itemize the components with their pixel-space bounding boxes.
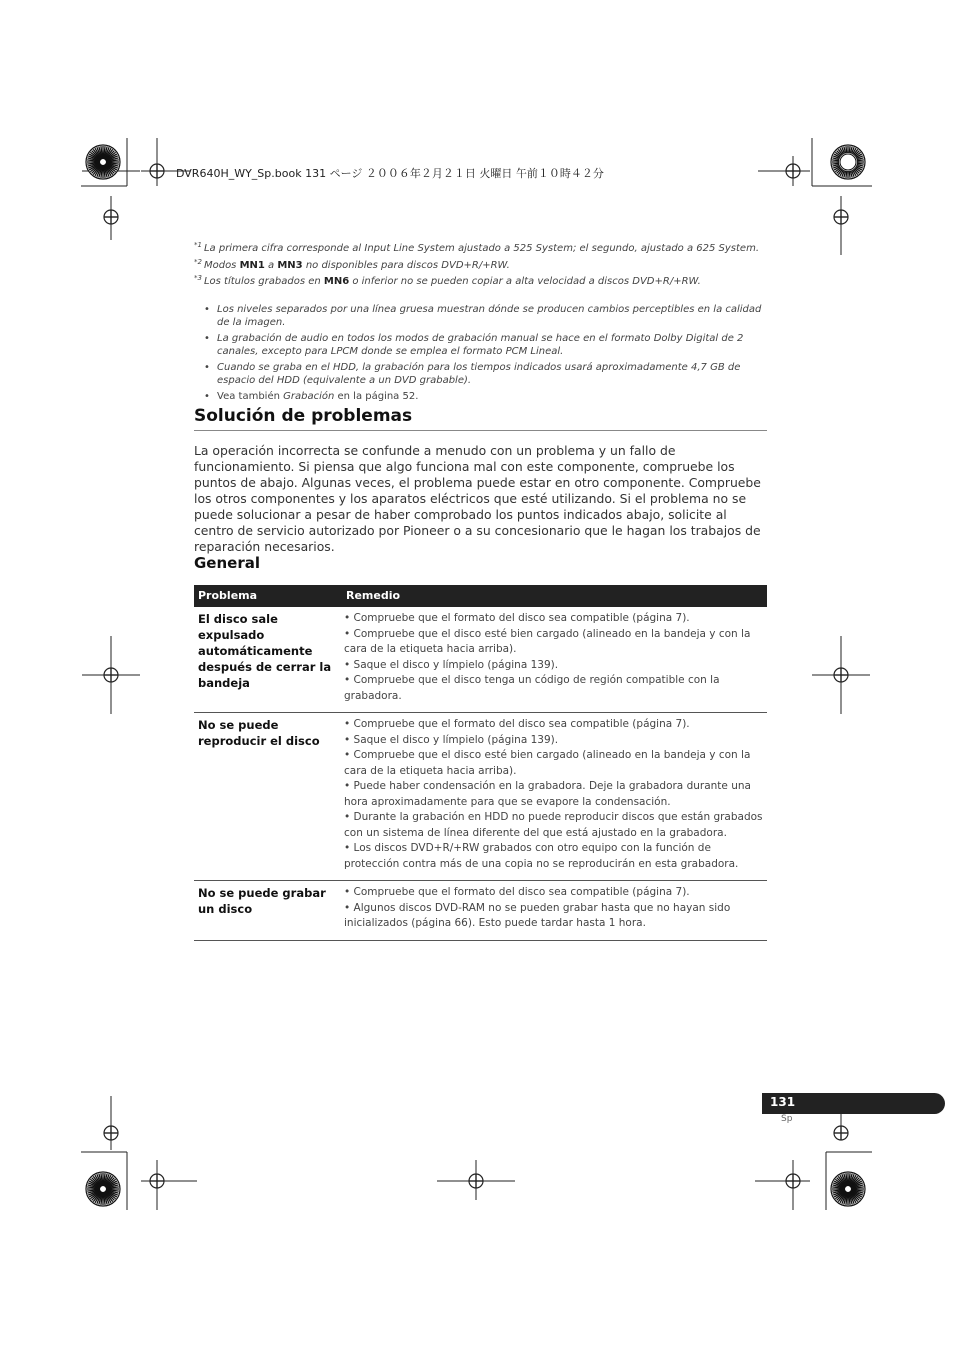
remedy-cell <box>342 713 767 881</box>
file-header-line: DVR640H_WY_Sp.book 131 ページ ２００６年２月２１日 火曜日 午前１０時４２分 <box>176 167 604 180</box>
remedy-item: • Durante la grabación en HDD no puede reproducir discos que están grabados con un sistema de línea diferente del que está ajustado en la grabadora. <box>344 811 763 839</box>
remedy-item: • Compruebe que el formato del disco sea compatible (página 7). <box>344 718 690 730</box>
note-item: • Vea también Grabación en la página 52. <box>204 390 770 403</box>
table-row <box>194 607 767 713</box>
column-header-remedy: Remedio <box>342 585 767 607</box>
footnote-2: $^{*2}$ Modos MN1 a MN3 no disponibles para discos DVD+R/+RW. <box>194 258 510 271</box>
column-header-problem: Problema <box>194 585 342 607</box>
subsection-title: General <box>194 554 260 572</box>
registration-dial-icon <box>831 145 865 179</box>
remedy-item: • Saque el disco y límpielo (página 139). <box>344 733 559 746</box>
registration-dial-icon <box>86 1172 120 1206</box>
section-rule <box>194 430 767 431</box>
note-item: • Los niveles separados por una línea gruesa muestran dónde se producen cambios perceptibles en la calidad de la imagen. <box>204 303 770 329</box>
problem-cell: No se puede reproducir el disco <box>194 713 342 881</box>
remedy-item: • Compruebe que el disco esté bien cargado (alineado en la bandeja y con la cara de la etiqueta hacia arriba). <box>344 627 751 655</box>
table-header-row <box>194 585 767 607</box>
remedy-item: • Saque el disco y límpielo (página 139). <box>344 658 559 671</box>
remedy-item: • Algunos discos DVD-RAM no se pueden grabar hasta que no hayan sido inicializados (página 66). Esto puede tardar hasta 1 hora. <box>344 901 731 929</box>
remedy-item: • Compruebe que el disco tenga un código de región compatible con la grabadora. <box>344 674 720 702</box>
table-row <box>194 881 767 941</box>
remedy-item: • Compruebe que el disco esté bien cargado (alineado en la bandeja y con la cara de la etiqueta hacia arriba). <box>344 749 751 777</box>
problem-cell: El disco sale expulsado automáticamente después de cerrar la bandeja <box>194 607 342 713</box>
footnote-1: $^{*1}$ La primera cifra corresponde al Input Line System ajustado a 525 System; el segundo, ajustado a 625 System. <box>194 241 760 254</box>
page-number: 131 <box>770 1095 796 1109</box>
remedy-item: • Puede haber condensación en la grabadora. Deje la grabadora durante una hora aproximadamente para que se evapore la condensación. <box>344 780 751 808</box>
footnote-3: $^{*3}$ Los títulos grabados en MN6 o inferior no se pueden copiar a alta velocidad a discos DVD+R/+RW. <box>194 274 701 287</box>
registration-dial-icon <box>86 145 120 179</box>
troubleshooting-table <box>194 585 767 941</box>
remedy-cell <box>342 881 767 941</box>
problem-cell: No se puede grabar un disco <box>194 881 342 941</box>
intro-paragraph: La operación incorrecta se confunde a menudo con un problema y un fallo de funcionamiento. Si piensa que algo funciona mal con este componente, compruebe los puntos de abajo. Algunas veces, el problema puede estar en otro componente. Compruebe los otros componentes y los aparatos eléctricos que esté utilizando. Si el problema no se puede solucionar a pesar de haber comprobado los puntos indicados abajo, solicite al centro de servicio autorizado por Pioneer o a su concesionario que le hagan los trabajos de reparación necesarios. <box>194 443 761 554</box>
remedy-item: • Compruebe que el formato del disco sea compatible (página 7). <box>344 612 690 624</box>
section-title: Solución de problemas <box>194 406 413 426</box>
registration-dial-icon <box>831 1172 865 1206</box>
remedy-item: • Los discos DVD+R/+RW grabados con otro equipo con la función de protección contra más de una copia no se reproducirán en esta grabadora. <box>344 842 739 870</box>
remedy-cell <box>342 607 767 713</box>
table-row <box>194 713 767 881</box>
notes-list <box>204 303 770 406</box>
page-language: Sp <box>781 1114 793 1124</box>
note-item: • Cuando se graba en el HDD, la grabación para los tiempos indicados usará aproximadamente 4,7 GB de espacio del HDD (equivalente a un DVD grabable). <box>204 361 770 387</box>
remedy-item: • Compruebe que el formato del disco sea compatible (página 7). <box>344 886 690 898</box>
note-item: • La grabación de audio en todos los modos de grabación manual se hace en el formato Dolby Digital de 2 canales, excepto para LPCM donde se emplea el formato PCM Lineal. <box>204 332 770 358</box>
